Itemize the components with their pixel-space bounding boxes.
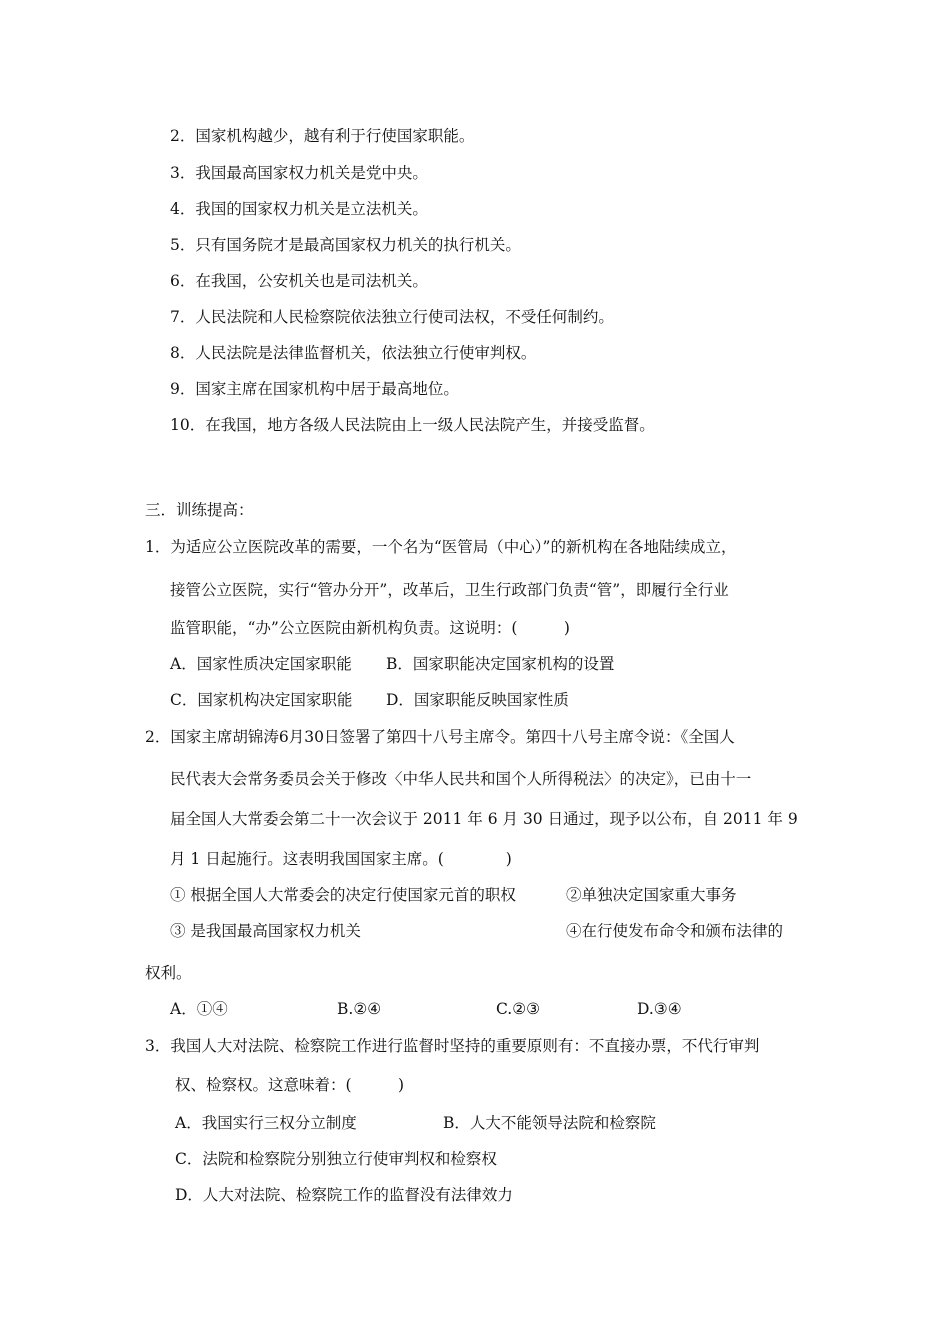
q1-option-c: C．国家机构决定国家职能 bbox=[170, 691, 353, 709]
q2-item-4-continued: 权利。 bbox=[145, 964, 192, 982]
q1-stem-line-2: 接管公立医院，实行“管办分开”，改革后，卫生行政部门负责“管”，即履行全行业 bbox=[170, 581, 729, 599]
judgment-item-3: 3．我国最高国家权力机关是党中央。 bbox=[170, 164, 428, 182]
q2-stem-line-2: 民代表大会常务委员会关于修改〈中华人民共和国个人所得税法〉的决定》，已由十一 bbox=[170, 770, 752, 788]
q2-item-4: ④在行使发布命令和颁布法律的 bbox=[566, 922, 784, 940]
judgment-item-7: 7．人民法院和人民检察院依法独立行使司法权，不受任何制约。 bbox=[170, 308, 614, 326]
section-title: 三．训练提高： bbox=[145, 501, 254, 519]
q2-option-c: C.②③ bbox=[496, 1000, 541, 1018]
q1-stem-line-1: 1．为适应公立医院改革的需要，一个名为“医管局（中心）”的新机构在各地陆续成立， bbox=[145, 538, 737, 556]
q2-option-d: D.③④ bbox=[637, 1000, 682, 1018]
q2-stem-line-4: 月 1 日起施行。这表明我国国家主席。( ) bbox=[170, 850, 512, 868]
judgment-item-2: 2．国家机构越少，越有利于行使国家职能。 bbox=[170, 127, 475, 145]
q1-option-b: B．国家职能决定国家机构的设置 bbox=[386, 655, 615, 673]
q3-option-a: A．我国实行三权分立制度 bbox=[175, 1114, 357, 1132]
q2-stem-line-3: 届全国人大常委会第二十一次会议于 2011 年 6 月 30 日通过，现予以公布，自 2011 年 9 bbox=[170, 810, 798, 828]
q3-option-c: C．法院和检察院分别独立行使审判权和检察权 bbox=[175, 1150, 497, 1168]
judgment-item-8: 8．人民法院是法律监督机关，依法独立行使审判权。 bbox=[170, 344, 537, 362]
q2-item-3: ③ 是我国最高国家权力机关 bbox=[170, 922, 361, 940]
q2-option-b: B.②④ bbox=[337, 1000, 382, 1018]
judgment-item-6: 6．在我国，公安机关也是司法机关。 bbox=[170, 272, 428, 290]
judgment-item-10: 10．在我国，地方各级人民法院由上一级人民法院产生，并接受监督。 bbox=[170, 416, 655, 434]
q1-stem-line-3: 监管职能，“办”公立医院由新机构负责。这说明：( ) bbox=[170, 619, 570, 637]
judgment-item-9: 9．国家主席在国家机构中居于最高地位。 bbox=[170, 380, 459, 398]
q2-option-a: A．①④ bbox=[170, 1000, 228, 1018]
q1-option-d: D．国家职能反映国家性质 bbox=[386, 691, 569, 709]
q2-stem-line-1: 2．国家主席胡锦涛6月30日签署了第四十八号主席令。第四十八号主席令说：《全国人 bbox=[145, 728, 735, 746]
q3-stem-line-1: 3．我国人大对法院、检察院工作进行监督时坚持的重要原则有：不直接办票，不代行审判 bbox=[145, 1037, 760, 1055]
q3-stem-line-2: 权、检察权。这意味着：( ) bbox=[175, 1076, 405, 1094]
q3-option-b: B．人大不能领导法院和检察院 bbox=[443, 1114, 656, 1132]
q2-item-2: ②单独决定国家重大事务 bbox=[566, 886, 737, 904]
judgment-item-5: 5．只有国务院才是最高国家权力机关的执行机关。 bbox=[170, 236, 521, 254]
q2-item-1: ① 根据全国人大常委会的决定行使国家元首的职权 bbox=[170, 886, 516, 904]
judgment-item-4: 4．我国的国家权力机关是立法机关。 bbox=[170, 200, 428, 218]
q3-option-d: D．人大对法院、检察院工作的监督没有法律效力 bbox=[175, 1186, 513, 1204]
q1-option-a: A．国家性质决定国家职能 bbox=[170, 655, 352, 673]
